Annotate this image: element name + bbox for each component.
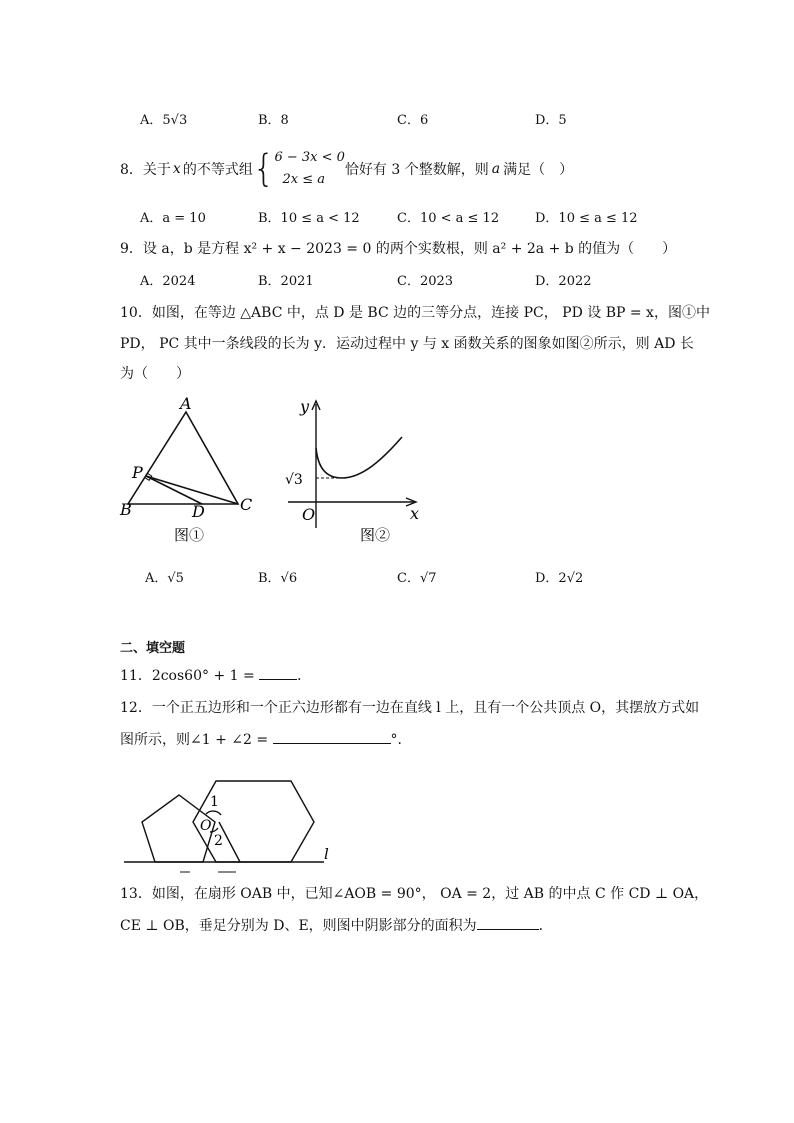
label-angle-2: 2: [214, 833, 223, 849]
q13-line2: [120, 915, 553, 935]
q8-text-after: 恰好有 3 个整数解，则: [344, 162, 489, 178]
q12-line1: 12．一个正五边形和一个正六边形都有一边在直线 l 上，且有一个公共顶点 O，其摆放方式如: [120, 700, 700, 716]
fig1-caption: 图①: [174, 526, 205, 544]
q9-option-c: C．2023: [397, 274, 454, 289]
q8-ineq1: 6 − 3x < 0: [274, 150, 345, 165]
q8-text-mid: 的不等式组: [182, 162, 253, 178]
q11-answer-blank[interactable]: [259, 679, 297, 680]
q13-line2-text: CE ⊥ OB，垂足分别为 D、E，则图中阴影部分的面积为: [120, 918, 477, 934]
q10-figure-triangle: [110, 392, 270, 550]
q13-line1: 13．如图，在扇形 OAB 中，已知∠AOB = 90°， OA = 2，过 AB 的中点 C 作 CD ⊥ OA，: [120, 886, 709, 902]
label-b: B: [120, 500, 132, 519]
q10-line2: PD， PC 其中一条线段的长为 y．运动过程中 y 与 x 函数关系的图象如图②所示，则 AD 长: [120, 336, 694, 352]
q11-end: ．: [297, 668, 312, 684]
label-l: l: [324, 845, 329, 863]
q12-figure: [118, 770, 348, 875]
q8-option-d: D．10 ≤ a ≤ 12: [535, 211, 638, 226]
q10-option-d: D．2√2: [535, 571, 584, 586]
label-d: D: [192, 502, 205, 521]
q12-answer-blank[interactable]: [273, 743, 391, 744]
label-o: O: [200, 818, 212, 834]
q8-ineq2: 2x ≤ a: [282, 172, 325, 187]
q9-option-d: D．2022: [535, 274, 592, 289]
q8-brace: {: [252, 147, 275, 191]
q10-option-c: C．√7: [397, 571, 437, 586]
q10-option-a: A．√5: [145, 571, 184, 586]
q9-option-a: A．2024: [140, 274, 196, 289]
q13-line2-end: ．: [538, 918, 553, 934]
label-sqrt3: √3: [285, 472, 303, 488]
label-angle-1: 1: [210, 794, 219, 810]
q8-option-c: C．10 < a ≤ 12: [397, 211, 500, 226]
q8-text-end: 满足（ ）: [503, 162, 574, 178]
q8-var: x: [172, 161, 181, 177]
q9-option-b: B．2021: [258, 274, 314, 289]
q8-text-before: 关于: [142, 162, 171, 178]
label-p: P: [132, 463, 143, 482]
section-title: 二、填空题: [120, 641, 186, 656]
q7-option-d: D．5: [535, 113, 567, 128]
q8-var-a: a: [491, 161, 501, 177]
label-c: C: [240, 495, 253, 514]
q10-figure-graph: [282, 392, 432, 550]
q13-answer-blank[interactable]: [477, 929, 539, 930]
triangle-abc: [128, 412, 238, 504]
label-origin: O: [302, 505, 316, 524]
q8-number: 8．: [120, 162, 143, 178]
label-y: y: [300, 397, 310, 416]
label-a: A: [180, 394, 192, 413]
q8-system: [274, 147, 344, 191]
q10-option-b: B．√6: [258, 571, 298, 586]
q8-option-b: B．10 ≤ a < 12: [258, 211, 360, 226]
q12-line2b: °．: [390, 732, 412, 748]
q12-line2: [120, 729, 412, 749]
function-curve: [316, 437, 402, 478]
angle-1-arc: [206, 811, 221, 815]
q10-line3: 为（ ）: [120, 366, 190, 382]
q8-stem: [120, 147, 573, 191]
q8-option-a: A．a = 10: [140, 211, 206, 226]
q7-option-c: C．6: [397, 113, 429, 128]
label-x: x: [410, 504, 420, 523]
q11-stem: [120, 665, 311, 685]
q9-stem: 9．设 a，b 是方程 x² + x − 2023 = 0 的两个实数根，则 a² + 2a + b 的值为（ ）: [120, 241, 677, 257]
q12-line2a: 图所示，则∠1 + ∠2 =: [120, 732, 273, 748]
q11-text: 11．2cos60° + 1 =: [120, 668, 260, 684]
q7-option-a: A．5√3: [140, 113, 188, 128]
q7-option-b: B．8: [258, 113, 289, 128]
q10-line1: 10．如图，在等边 △ABC 中，点 D 是 BC 边的三等分点，连接 PC， PD 设 BP = x，图①中: [120, 305, 710, 321]
fig2-caption: 图②: [360, 526, 391, 544]
